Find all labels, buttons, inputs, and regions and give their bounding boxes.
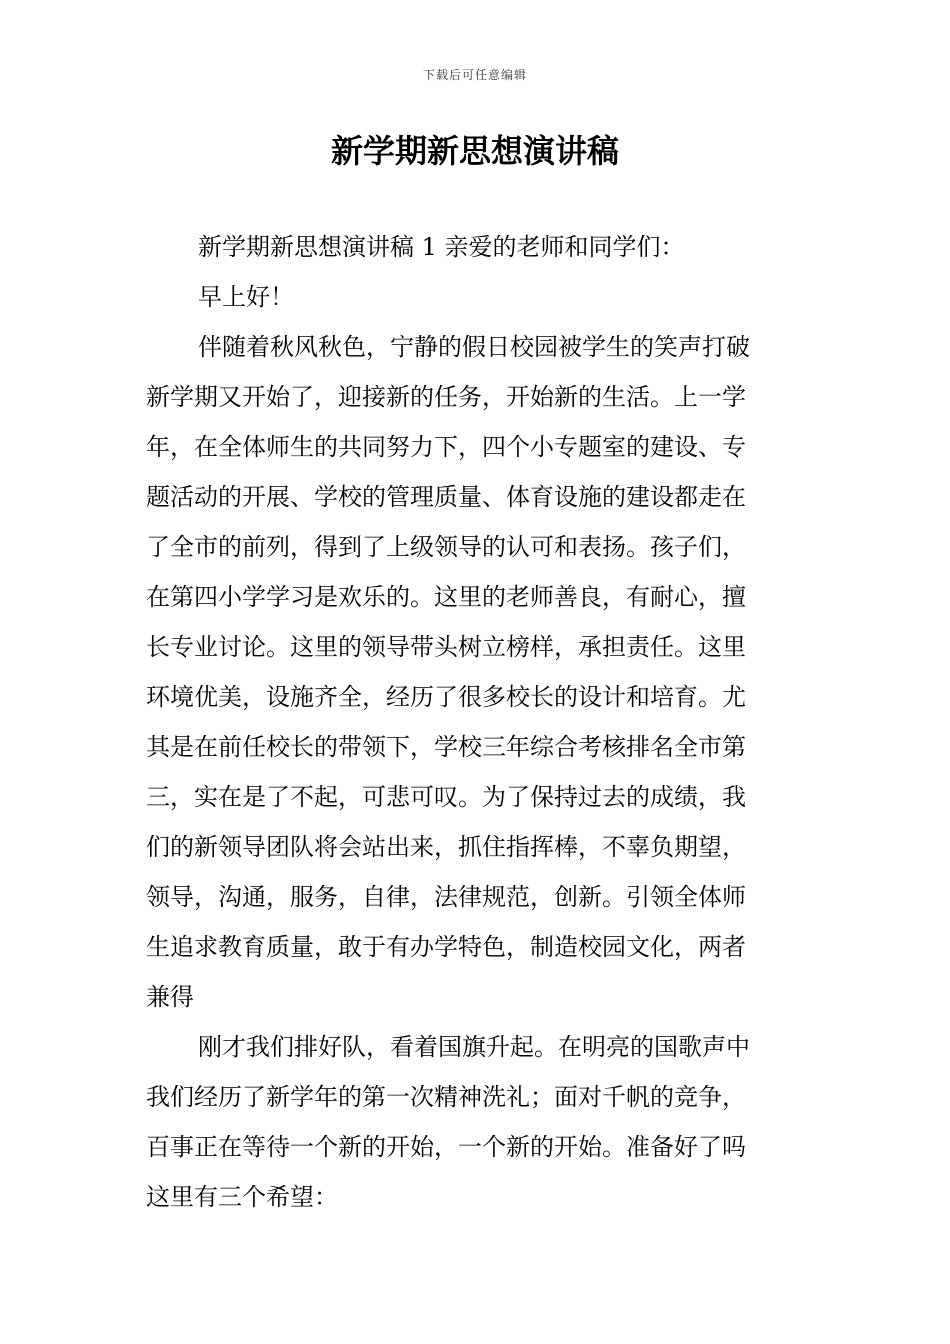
document-title: 新学期新思想演讲稿 (330, 132, 619, 170)
document-body (146, 222, 808, 1222)
paragraph-good-morning: 早上好！ (198, 283, 294, 311)
page-header-note: 下载后可任意编辑 (422, 68, 527, 82)
paragraph-flag-raising: 刚才我们排好队，看着国旗升起。在明亮的国歌声中 我们经历了新学年的第一次精神洗礼；面对千帆的竞争， 百事正在等待一个新的开始，一个新的开始。准备好了吗 这里有三个希望： (146, 1033, 750, 1211)
paragraph-new-semester: 伴随着秋风秋色，宁静的假日校园被学生的笑声打破 新学期又开始了，迎接新的任务，开始新的生活。上一学 年，在全体师生的共同努力下，四个小专题室的建设、专 题活动的开展、学校的管理质量、体育设施的建设都走在 了全市的前列，得到了上级领导的认可和表扬。孩子们， 在第四小学学习是欢乐的。这里的老师善良，有耐心，擅 长专业讨论。这里的领导带头树立榜样，承担责任。这里 环境优美，设施齐全，经历了很多校长的设计和培育。尤 其是在前任校长的带领下，学校三年综合考核排名全市第 三，实在是了不起，可悲可叹。为了保持过去的成绩，我 们的新领导团队将会站出来，抓住指挥棒，不辜负期望， 领导，沟通，服务，自律，法律规范，创新。引领全体师 生追求教育质量，敢于有办学特色，制造校园文化，两者 兼得 (146, 333, 750, 1011)
paragraph-greeting: 新学期新思想演讲稿 1 亲爱的老师和同学们： (198, 233, 685, 261)
